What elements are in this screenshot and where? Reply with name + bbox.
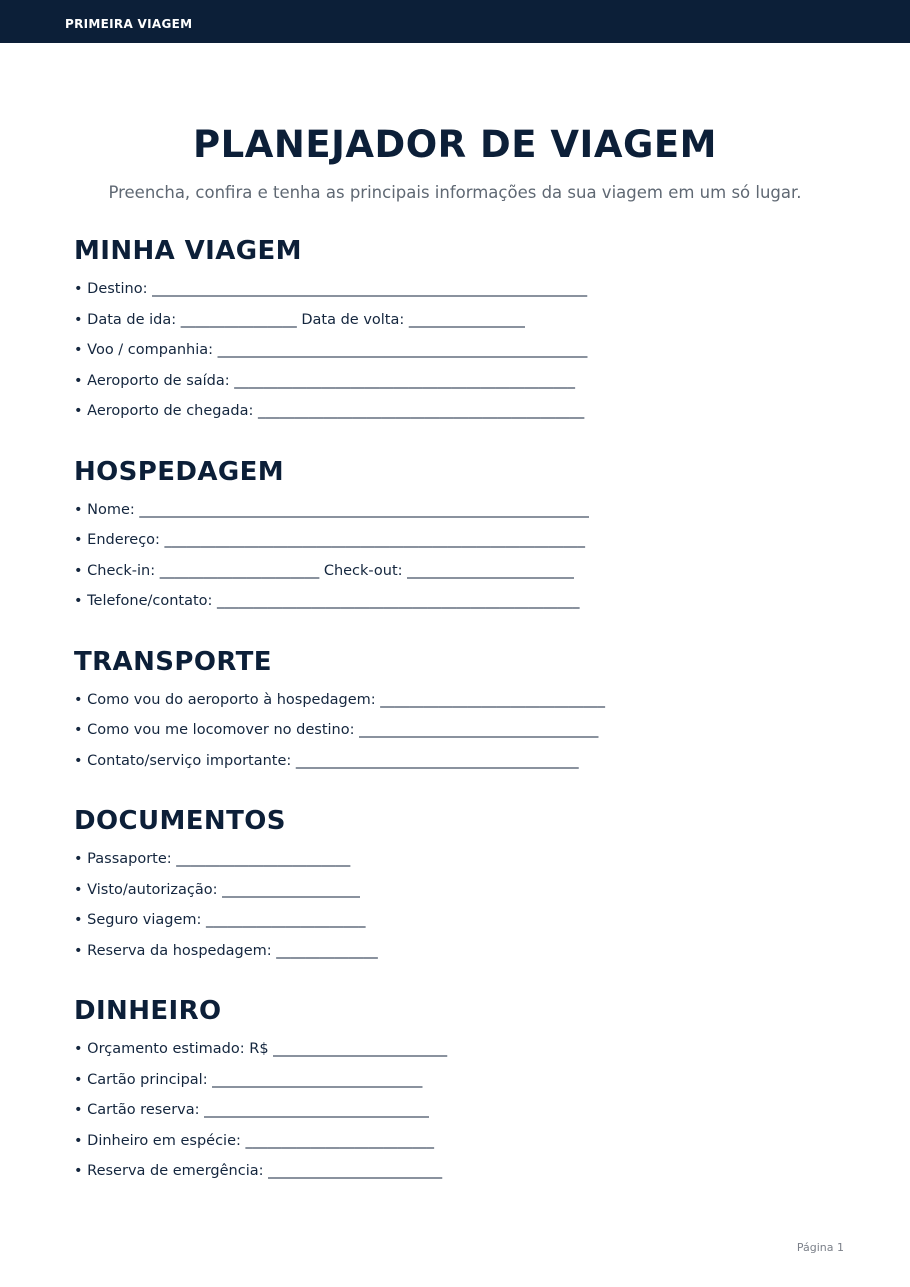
top-bar [0,0,910,43]
section-documentos [74,804,834,966]
section-title: HOSPEDAGEM [74,456,285,487]
field-datas: • Data de ida: ________________ Data de volta: ________________ [74,311,525,328]
section-minha-viagem [74,234,834,427]
field-endereco: • Endereço: __________________________________________________________ [74,532,586,548]
section-title: TRANSPORTE [74,646,272,677]
field-telefone: • Telefone/contato: __________________________________________________ [74,593,580,609]
field-aeroporto-saida: • Aeroporto de saída: _______________________________________________ [74,372,576,389]
field-passaporte: • Passaporte: ________________________ [74,851,351,867]
page-title: PLANEJADOR DE VIAGEM [193,123,717,166]
field-nome: • Nome: ______________________________________________________________ [74,501,589,518]
section-title: MINHA VIAGEM [74,236,302,266]
field-cartao-principal: • Cartão principal: _____________________________ [74,1071,423,1088]
field-destino: • Destino: ____________________________________________________________ [74,281,588,297]
section-hospedagem [74,455,834,617]
section-dinheiro [74,994,834,1187]
section-title: DINHEIRO [74,996,222,1026]
field-aeroporto-hospedagem: • Como vou do aeroporto à hospedagem: _______________________________ [74,691,606,708]
section-title: DOCUMENTOS [74,806,286,836]
field-aeroporto-chegada: • Aeroporto de chegada: _____________________________________________ [74,403,585,419]
field-locomocao: • Como vou me locomover no destino: _________________________________ [74,722,599,738]
section-transporte [74,645,834,777]
page-subtitle: Preencha, confira e tenha as principais informações da sua viagem em um só lugar. [108,183,802,202]
page-number: Página 1 [796,1241,844,1254]
field-seguro: • Seguro viagem: ______________________ [74,912,366,928]
field-orcamento: • Orçamento estimado: R$ ________________________ [74,1041,448,1057]
field-contato-servico: • Contato/serviço importante: _______________________________________ [74,752,579,769]
header-label: PRIMEIRA VIAGEM [65,17,193,31]
field-visto: • Visto/autorização: ___________________ [74,881,360,898]
field-voo: • Voo / companhia: ___________________________________________________ [74,342,588,358]
field-reserva-hospedagem: • Reserva da hospedagem: ______________ [74,942,378,959]
field-check-in-out: • Check-in: ______________________ Check-out: _______________________ [74,562,574,579]
field-cartao-reserva: • Cartão reserva: _______________________________ [74,1102,429,1118]
form-sections [74,234,834,1187]
field-reserva-emergencia: • Reserva de emergência: ________________________ [74,1163,443,1179]
field-dinheiro-especie: • Dinheiro em espécie: __________________________ [74,1132,434,1149]
